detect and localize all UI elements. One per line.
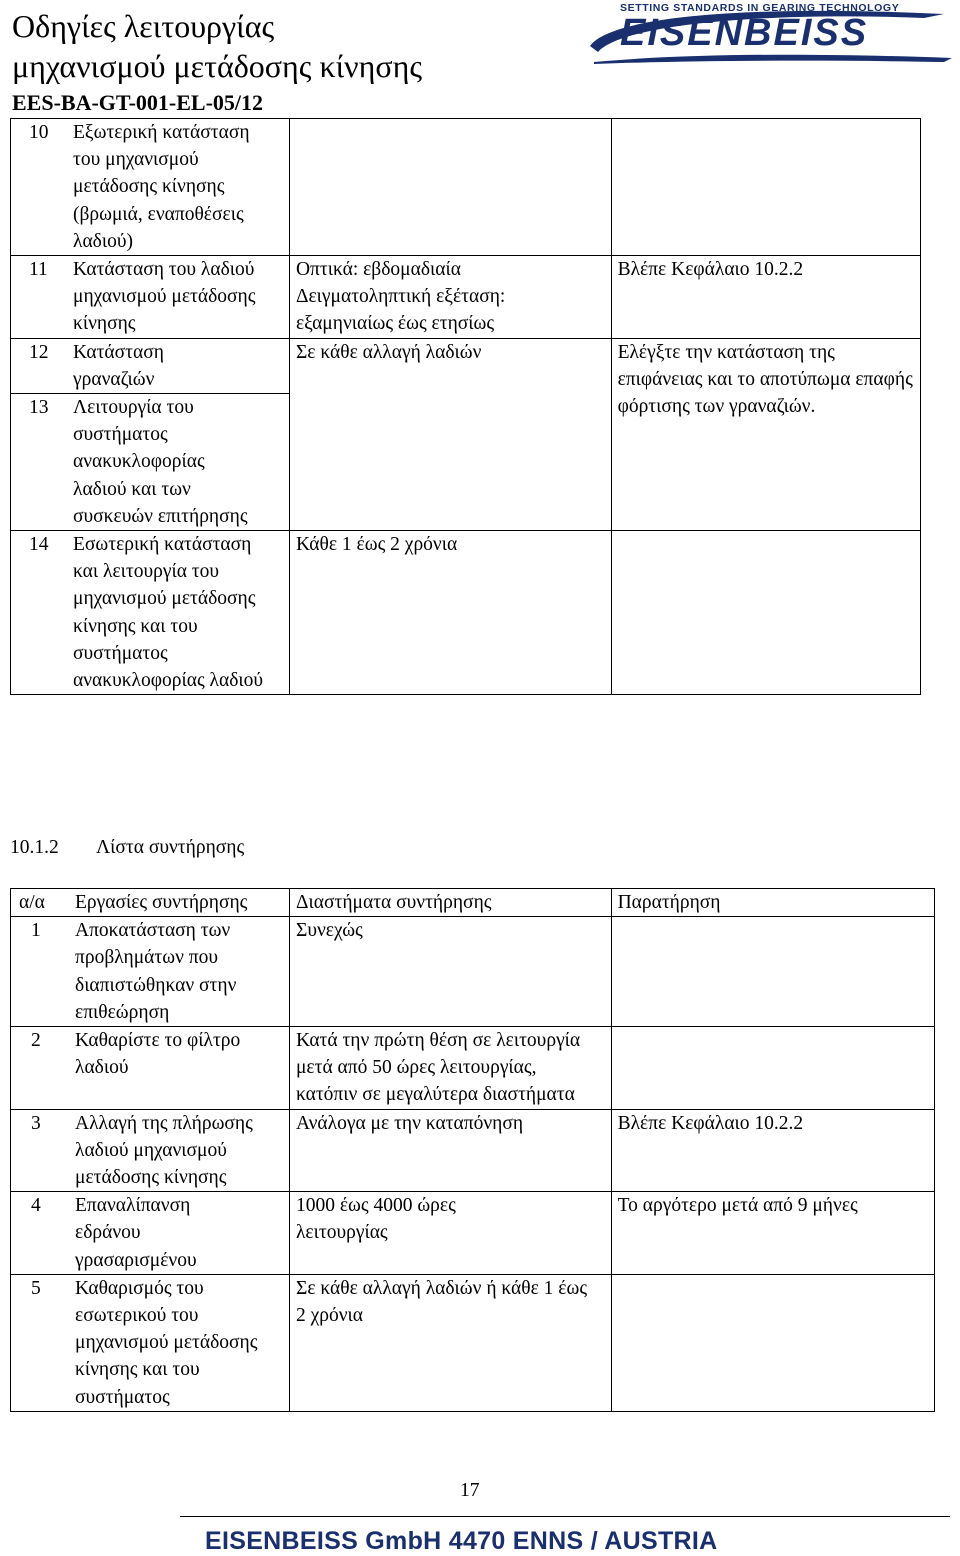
- row-number: 2: [31, 1030, 41, 1052]
- task-cell: [11, 256, 290, 339]
- task-text: Κατάσταση γραναζιών: [73, 341, 164, 390]
- note-cell: [611, 1027, 934, 1110]
- task-cell: [11, 338, 290, 393]
- header-interval: Διαστήματα συντήρησης: [289, 889, 611, 917]
- note-cell: Βλέπε Κεφάλαιο 10.2.2: [611, 1109, 934, 1192]
- table-row: [11, 119, 921, 256]
- footer-divider: [180, 1516, 950, 1517]
- task-text: Αποκατάσταση των προβλημάτων που διαπιστώθηκαν στην επιθεώρηση: [75, 920, 237, 1023]
- eisenbeiss-logo: [584, 2, 954, 68]
- interval-cell: Σε κάθε αλλαγή λαδιών ή κάθε 1 έως 2 χρόνια: [289, 1274, 611, 1411]
- logo-wordmark: EISENBEISS: [620, 12, 869, 54]
- header-task: Εργασίες συντήρησης: [75, 892, 248, 913]
- note-cell: [611, 531, 920, 695]
- interval-cell: Κάθε 1 έως 2 χρόνια: [289, 531, 611, 695]
- interval-cell: [289, 119, 611, 256]
- task-cell: [11, 531, 290, 695]
- page-number: 17: [460, 1480, 480, 1501]
- task-cell: [11, 119, 290, 256]
- interval-cell: Κατά την πρώτη θέση σε λειτουργία μετά από 50 ώρες λειτουργίας, κατόπιν σε μεγαλύτερα διαστήματα: [289, 1027, 611, 1110]
- table-row: [11, 1192, 935, 1275]
- row-number: 10: [29, 122, 49, 143]
- table-row: [11, 256, 921, 339]
- task-text: Αλλαγή της πλήρωσης λαδιού μηχανισμού μετάδοσης κίνησης: [75, 1112, 253, 1189]
- note-cell: [611, 119, 920, 256]
- task-text: Καθαρισμός του εσωτερικού του μηχανισμού μετάδοσης κίνησης και του συστήματος: [75, 1277, 258, 1408]
- section-heading: [10, 834, 244, 861]
- interval-cell: Σε κάθε αλλαγή λαδιών: [289, 338, 611, 530]
- row-number: 3: [31, 1112, 41, 1134]
- task-text: Εξωτερική κατάσταση του μηχανισμού μετάδοσης κίνησης (βρωμιά, εναποθέσεις λαδιού): [73, 122, 250, 252]
- note-cell: [611, 917, 934, 1027]
- table-row: [11, 1274, 935, 1411]
- note-cell: Το αργότερο μετά από 9 μήνες: [611, 1192, 934, 1275]
- row-number: 5: [31, 1277, 41, 1299]
- document-id: EES-BA-GT-001-EL-05/12: [12, 90, 264, 115]
- task-text: Επαναλίπανση εδράνου γρασαρισμένου: [75, 1195, 197, 1271]
- inspection-table: [10, 118, 921, 695]
- task-cell: [11, 394, 290, 531]
- row-number: 4: [31, 1195, 41, 1217]
- table-row: [11, 1109, 935, 1192]
- interval-cell: 1000 έως 4000 ώρες λειτουργίας: [289, 1192, 611, 1275]
- task-text: Καθαρίστε το φίλτρο λαδιού: [75, 1030, 241, 1079]
- table-row: [11, 531, 921, 695]
- logo-tagline: SETTING STANDARDS IN GEARING TECHNOLOGY: [620, 2, 900, 14]
- interval-cell: Ανάλογα με την καταπόνηση: [289, 1109, 611, 1192]
- row-number: 12: [29, 341, 49, 363]
- note-cell: [611, 1274, 934, 1411]
- title-line-1: Οδηγίες λειτουργίας: [12, 8, 275, 44]
- title-line-2: μηχανισμού μετάδοσης κίνησης: [12, 48, 423, 84]
- row-number: 11: [29, 259, 48, 281]
- maintenance-table: [10, 888, 935, 1412]
- section-number: 10.1.2: [10, 837, 59, 858]
- table-row: [11, 917, 935, 1027]
- table-row: [11, 338, 921, 393]
- task-text: Κατάσταση του λαδιού μηχανισμού μετάδοσης κίνησης: [73, 259, 256, 335]
- task-text: Εσωτερική κατάσταση και λειτουργία του μηχανισμού μετάδοσης κίνησης και του συστήματος ανακυκλοφορίας λαδιού: [73, 534, 264, 692]
- row-number: 13: [29, 397, 49, 419]
- interval-cell: Οπτικά: εβδομαδιαία Δειγματοληπτική εξέταση: εξαμηνιαίως έως ετησίως: [289, 256, 611, 339]
- note-cell: Βλέπε Κεφάλαιο 10.2.2: [611, 256, 920, 339]
- header-no: α/α: [19, 892, 45, 913]
- table-row: [11, 1027, 935, 1110]
- interval-cell: Συνεχώς: [289, 917, 611, 1027]
- header-row: [11, 889, 935, 917]
- footer-company: EISENBEISS GmbH 4470 ENNS / AUSTRIA: [205, 1527, 718, 1555]
- header-note: Παρατήρηση: [611, 889, 934, 917]
- row-number: 1: [31, 920, 41, 942]
- row-number: 14: [29, 534, 49, 556]
- task-text: Λειτουργία του συστήματος ανακυκλοφορίας λαδιού και των συσκευών επιτήρησης: [73, 397, 248, 527]
- document-title: [12, 6, 422, 86]
- note-cell: Ελέγξτε την κατάσταση της επιφάνειας και το αποτύπωμα επαφής φόρτισης των γραναζιών.: [611, 338, 920, 530]
- section-title: Λίστα συντήρησης: [96, 837, 245, 858]
